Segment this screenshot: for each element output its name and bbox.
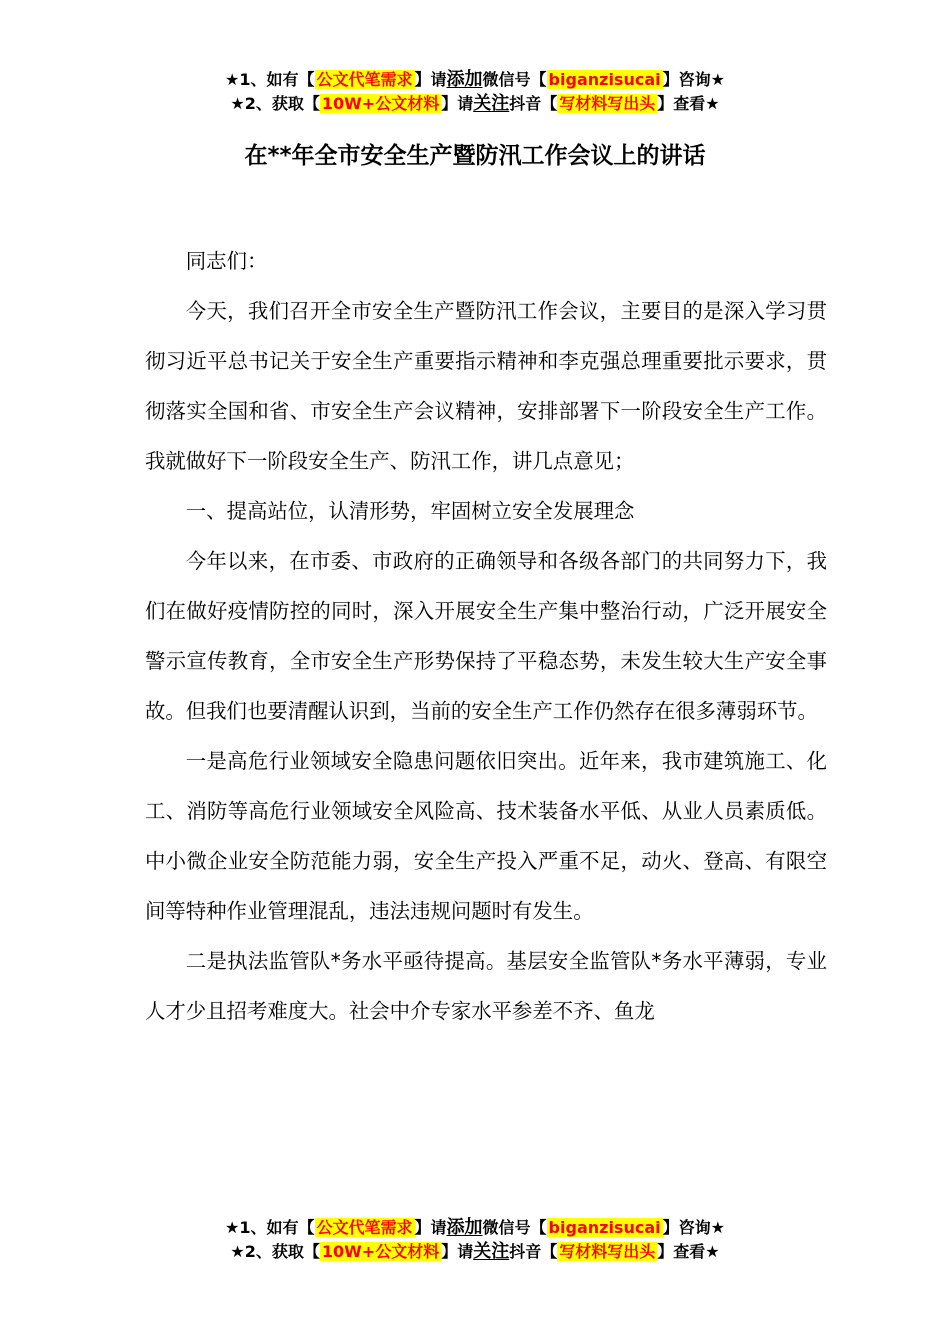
salutation: 同志们： [185,249,268,273]
paragraph: 二是执法监管队*务水平亟待提高。基层安全监管队*务水平薄弱，专业人才少且招考难度大。社会中介专家水平参差不齐、鱼龙 [145,949,827,1023]
promo-line-2: ★2、获取【 10W+公文材料 】请关注抖音【 写材料写出头 】查看★ [230,1241,720,1262]
highlight-douyin: 写材料写出头 [559,1242,656,1261]
paragraph: 今年以来，在市委、市政府的正确领导和各级各部门的共同努力下，我们在做好疫情防控的同时，深入开展安全生产集中整治行动，广泛开展安全警示宣传教育，全市安全生产形势保持了平稳态势，未发生较大生产安全事故。但我们也要清醒认识到，当前的安全生产工作仍然存在很多薄弱环节。 [145,549,827,723]
promo-line-1: ★1、如有【 公文代笔需求 】请添加微信号【 biganzisucai 】咨询★ [225,1217,725,1238]
header-promo-banner [0,68,950,116]
highlight-wechat-id: biganzisucai [548,70,661,89]
paragraph: 一是高危行业领域安全隐患问题依旧突出。近年来，我市建筑施工、化工、消防等高危行业领域安全风险高、技术装备水平低、从业人员素质低。中小微企业安全防范能力弱，安全生产投入严重不足，动火、登高、有限空间等特种作业管理混乱，违法违规问题时有发生。 [145,749,827,923]
section-heading: 一、提高站位，认清形势，牢固树立安全发展理念 [185,499,635,523]
highlight-service: 公文代笔需求 [316,1218,413,1237]
footer-promo-banner [0,1216,950,1264]
paragraph: 今天，我们召开全市安全生产暨防汛工作会议，主要目的是深入学习贯彻习近平总书记关于安全生产重要指示精神和李克强总理重要批示要求，贯彻落实全国和省、市安全生产会议精神，安排部署下一阶段安全生产工作。我就做好下一阶段安全生产、防汛工作，讲几点意见； [145,299,827,473]
document-title: 在**年全市安全生产暨防汛工作会议上的讲话 [244,143,706,169]
highlight-douyin: 写材料写出头 [559,94,656,113]
highlight-materials: 10W+公文材料 [321,1242,440,1261]
document-body [145,236,827,1036]
highlight-materials: 10W+公文材料 [321,94,440,113]
highlight-wechat-id: biganzisucai [548,1218,661,1237]
promo-line-1: ★1、如有【 公文代笔需求 】请添加微信号【 biganzisucai 】咨询★ [225,69,725,90]
promo-line-2: ★2、获取【 10W+公文材料 】请关注抖音【 写材料写出头 】查看★ [230,93,720,114]
highlight-service: 公文代笔需求 [316,70,413,89]
